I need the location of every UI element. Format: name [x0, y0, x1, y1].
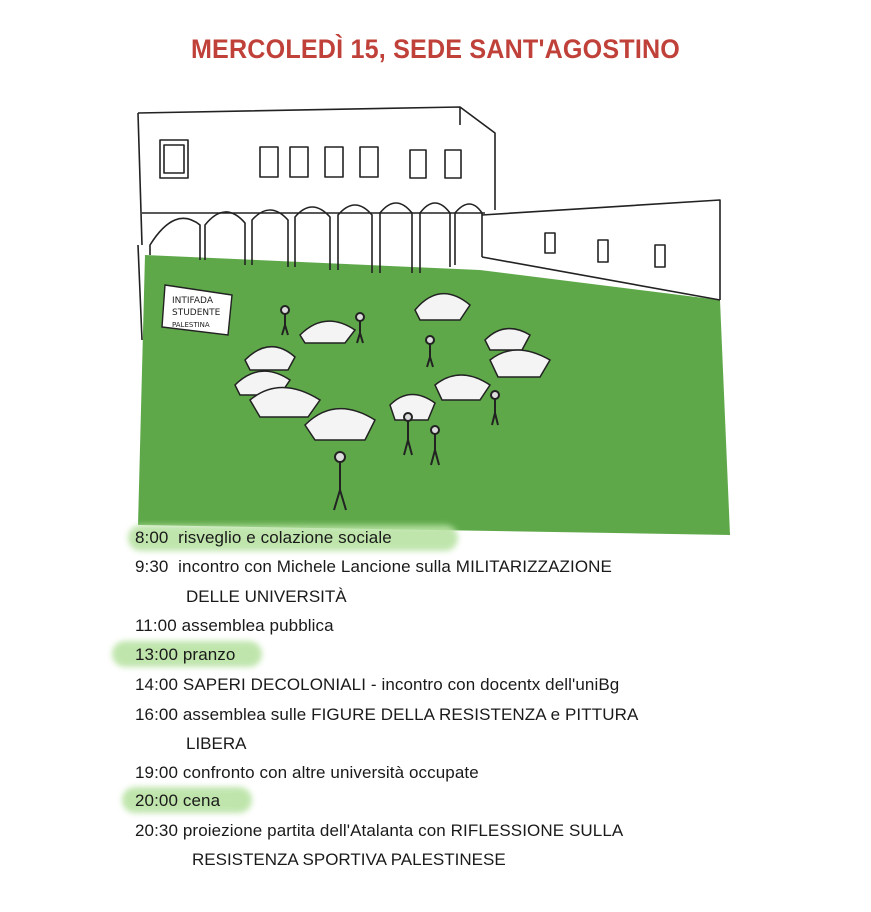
- schedule-row: 14:00 SAPERI DECOLONIALI - incontro con docentx dell'uniBg: [135, 675, 620, 694]
- schedule-row-continuation: LIBERA: [186, 734, 247, 753]
- svg-text:INTIFADA: INTIFADA: [172, 296, 213, 306]
- schedule-row: 20:00 cena: [135, 791, 221, 810]
- event-title: MERCOLEDÌ 15, SEDE SANT'AGOSTINO: [190, 34, 681, 64]
- schedule-row: 8:00 risveglio e colazione sociale: [135, 528, 392, 547]
- schedule-row: 13:00 pranzo: [135, 645, 236, 664]
- schedule-row-continuation: DELLE UNIVERSITÀ: [186, 587, 347, 606]
- schedule-row: 11:00 assemblea pubblica: [135, 616, 334, 635]
- schedule-row: 16:00 assemblea sulle FIGURE DELLA RESISTENZA e PITTURA: [135, 705, 639, 724]
- schedule-row: 9:30 incontro con Michele Lancione sulla MILITARIZZAZIONE: [135, 557, 612, 576]
- schedule-row: 19:00 confronto con altre università occupate: [135, 763, 479, 782]
- schedule-row-continuation: RESISTENZA SPORTIVA PALESTINESE: [192, 850, 506, 869]
- svg-text:PALESTINA: PALESTINA: [172, 321, 210, 329]
- schedule-row: 20:30 proiezione partita dell'Atalanta con RIFLESSIONE SULLA: [135, 821, 624, 840]
- svg-text:STUDENTE: STUDENTE: [172, 308, 221, 318]
